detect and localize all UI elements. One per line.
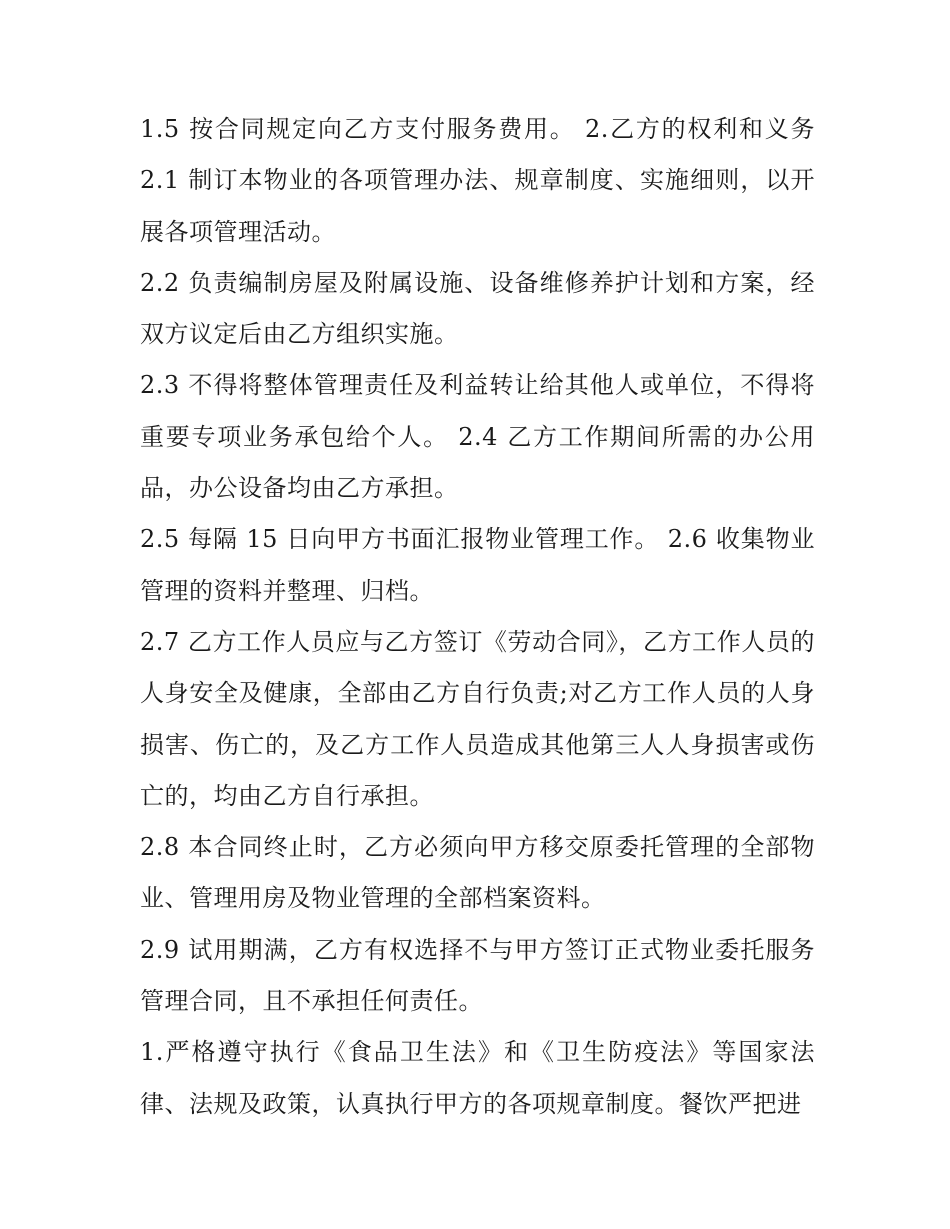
paragraph-2-8: 2.8 本合同终止时，乙方必须向甲方移交原委托管理的全部物业、管理用房及物业管理的全部档案资料。 [140, 833, 815, 913]
paragraph-2-7: 2.7 乙方工作人员应与乙方签订《劳动合同》，乙方工作人员的人身安全及健康，全部由乙方自行负责;对乙方工作人员的人身损害、伤亡的，及乙方工作人员造成其他第三人人身损害或伤亡的，均由乙方自行承担。 [140, 627, 815, 810]
paragraph-1-5: 1.5 按合同规定向乙方支付服务费用。 2.乙方的权利和义务 2.1 制订本物业的各项管理办法、规章制度、实施细则，以开展各项管理活动。 [140, 115, 815, 246]
paragraph-2-5: 2.5 每隔 15 日向甲方书面汇报物业管理工作。 2.6 收集物业管理的资料并整理、归档。 [140, 525, 815, 605]
paragraph-2-3: 2.3 不得将整体管理责任及利益转让给其他人或单位，不得将重要专项业务承包给个人。 2.4 乙方工作期间所需的办公用品，办公设备均由乙方承担。 [140, 371, 815, 503]
paragraph-1-food-safety: 1.严格遵守执行《食品卫生法》和《卫生防疫法》等国家法律、法规及政策，认真执行甲方的各项规章制度。餐饮严把进 [140, 1038, 815, 1118]
paragraph-2-9: 2.9 试用期满，乙方有权选择不与甲方签订正式物业委托服务管理合同，且不承担任何责任。 [140, 935, 815, 1016]
paragraph-2-2: 2.2 负责编制房屋及附属设施、设备维修养护计划和方案，经双方议定后由乙方组织实施。 [140, 268, 815, 349]
document-body [140, 104, 815, 1130]
